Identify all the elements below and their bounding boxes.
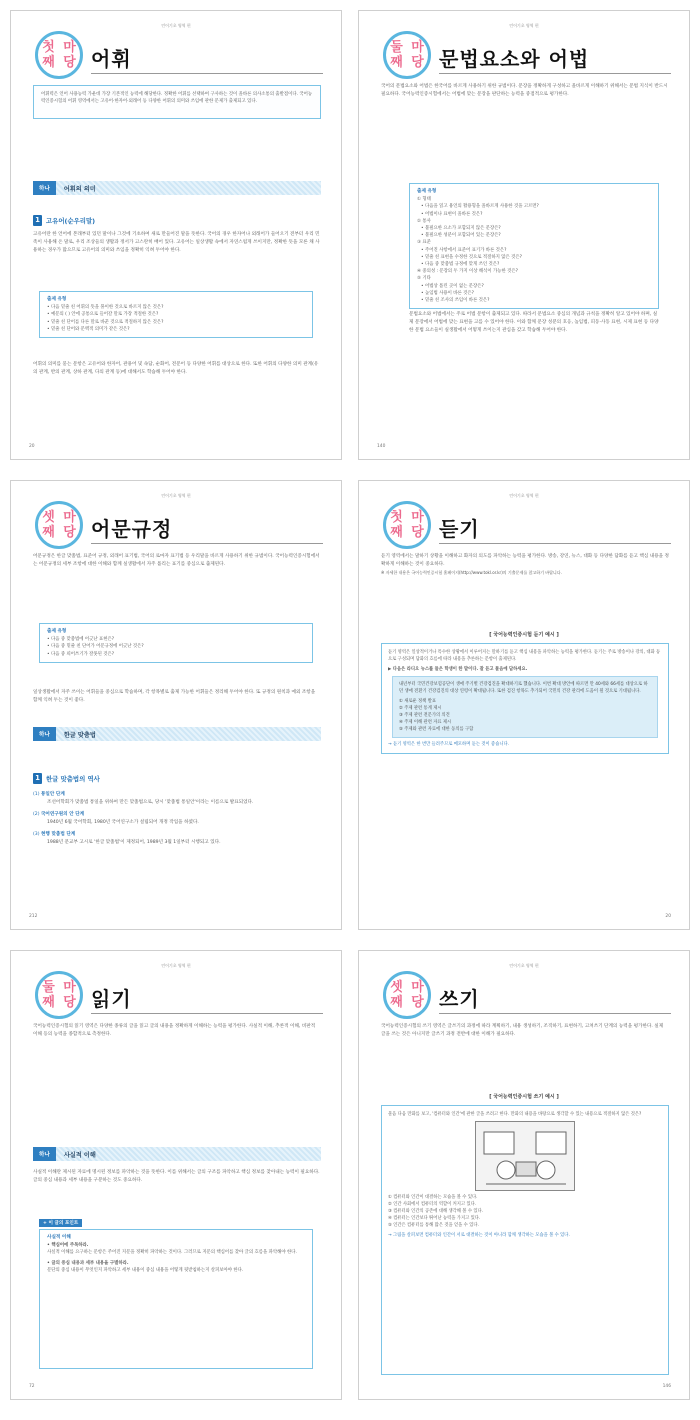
exam-label: [ 국어능력인증시험 쓰기 예시 ] [489, 1094, 559, 1100]
badge-text-top: 첫째 [390, 510, 403, 540]
intro-box: 어휘력은 언어 사용능력 가운데 가장 기본적인 능력에 해당한다. 정확한 어휘를 선택하여 구사하는 것이 올바른 의사소통의 출발점이다. 국어능력인증시험의 어휘 영역에서는 고유어·한자어·외래어 등 다양한 어휘의 의미와 쓰임에 관한 문제가 출제되고 있다. [33, 85, 321, 119]
page-grammar [358, 10, 690, 460]
page-number: 20 [29, 444, 35, 449]
intro-text: 듣기 영역에서는 말하기 상황을 이해하고 화자의 의도를 파악하는 능력을 평가한다. 방송, 강연, 뉴스, 대화 등 다양한 담화를 듣고 핵심 내용을 정확하게 이해하는 것이 중요하다. [381, 554, 669, 567]
page-orthography [10, 480, 342, 930]
intro-paragraph: 국어의 문법요소와 어법은 한국어를 바르게 사용하기 위한 규범이다. 문장을 정확하게 구성하고 올바르게 이해하기 위해서는 문법 지식이 반드시 필요하다. 국어능력인증시험에서는 어법에 맞는 문장을 판단하는 능력을 중점적으로 평가한다. [381, 84, 668, 97]
section-badge [383, 971, 431, 1019]
group-label: ③ 표준 [417, 240, 431, 246]
section-badge [383, 31, 431, 79]
choice: ④ 주제 이해 관련 자료 제시 [399, 720, 452, 725]
body-paragraph: 일상생활에서 자주 쓰이는 어휘들을 중심으로 학습하며, 각 항목별로 출제 가능한 어휘들은 정리해 두어야 한다. 또 규정의 원칙과 예외 조항을 함께 익혀 두는 것이 좋다. [33, 690, 316, 703]
page-vocabulary [10, 10, 342, 460]
intro-paragraph: 국어능력인증시험의 읽기 영역은 다양한 종류의 글을 읽고 글의 내용을 정확하게 이해하는 능력을 평가한다. 사실적 이해, 추론적 이해, 비판적 이해 등의 능력을 종합적으로 측정한다. [33, 1024, 316, 1037]
badge-text-top: 첫째 [42, 40, 55, 70]
group-label: ① 형태 [417, 197, 431, 203]
running-header: 언어기초 영역 편 [161, 963, 191, 968]
point-desc: 문단의 중심 내용이 무엇인지 파악하고 세부 내용이 중심 내용을 어떻게 뒷받침하는지 살펴보아야 한다. [47, 1267, 244, 1273]
history-item: (2) 국어연구원의 안 단계 [33, 812, 85, 817]
list-item: • 밑줄 친 표현을 수정한 것으로 적절하지 않은 것은? [421, 254, 522, 260]
subsection-number: 1 [33, 215, 42, 226]
body-paragraph: 사실적 이해란 제시된 자료에 명시된 정보를 파악하는 것을 뜻한다. 이를 위해서는 글의 구조를 파악하고 핵심 정보를 찾아내는 능력이 필요하다. 글의 중심 내용과 세부 내용을 구분하는 것도 중요하다. [33, 1170, 320, 1183]
exam-label: [ 국어능력인증시험 듣기 예시 ] [489, 632, 559, 638]
badge-text-bottom: 마당 [63, 980, 76, 1010]
subsection-number: 1 [33, 773, 42, 784]
title-divider [91, 543, 323, 544]
intro-paragraph [381, 553, 669, 577]
point-tag: + 이 글의 포인트 [39, 1219, 82, 1227]
badge-text-bottom: 마당 [63, 40, 76, 70]
group-label: ④ 중의성 : 문장의 두 가지 이상 해석이 가능한 것은? [417, 269, 518, 275]
choice: ③ 컴퓨터와 인간의 공존에 대해 생각해 볼 수 있다. [388, 1209, 484, 1214]
history-desc: 조선어학회가 맞춤법 통일을 위하여 만든 맞춤법으로, 당시 '맞춤법 통일안'이라는 이름으로 발표되었다. [47, 800, 254, 805]
choice: ① 컴퓨터와 인간이 대결하는 모습을 볼 수 있다. [388, 1195, 478, 1200]
list-item: • 다음 중 맞춤법에 어긋난 표현은? [47, 637, 115, 643]
page-title: 쓰기 [439, 987, 480, 1011]
page-number: 212 [29, 914, 38, 919]
section-number: 하나 [33, 1147, 56, 1161]
box-title: 사실적 이해 [47, 1235, 71, 1240]
running-header: 언어기초 영역 편 [509, 23, 539, 28]
history-item: (3) 현행 맞춤법 단계 [33, 832, 76, 837]
passage-box [392, 676, 658, 738]
section-number: 하나 [33, 727, 56, 741]
list-item: • 어법상 틀린 곳이 없는 문장은? [421, 283, 484, 289]
subsection-heading [33, 773, 100, 784]
list-item: • 어법이나 표현이 올바른 것은? [421, 211, 483, 217]
section-header [33, 181, 321, 195]
choice: ① 새로운 정책 발표 [399, 699, 437, 704]
page-number: 20 [665, 914, 671, 919]
page-listening [358, 480, 690, 930]
choice: ④ 컴퓨터는 인간보다 뛰어난 능력을 가지고 있다. [388, 1216, 481, 1221]
exam-box [381, 643, 669, 754]
intro-paragraph: 어문규정은 한글 맞춤법, 표준어 규정, 외래어 표기법, 국어의 로마자 표기법 등 우리말을 바르게 사용하기 위한 규범이다. 국어능력인증시험에서는 어문규정의 세부 조항에 대한 이해와 함께 실생활에서 자주 틀리는 표기를 중심으로 출제된다. [33, 554, 320, 567]
point-item: • 핵심어에 주목하라. [47, 1243, 89, 1249]
passage-text: 내년부터 국민건강보험공단이 생애 주기별 건강검진을 확대하기로 했습니다. 이번 확대 방안에 따르면 만 40세와 66세를 대상으로 하던 생애 전환기 건강검진의 대상 연령이 확대됩니다. 또한 검진 항목도 추가되어 국민의 건강 관리에 도움이 될 것으로 기대됩니다. [399, 682, 648, 694]
list-item: • 밑줄 친 조사의 쓰임이 바른 것은? [421, 298, 490, 304]
group-label: ⑤ 기타 [417, 276, 431, 282]
title-divider [91, 73, 323, 74]
list-item: • 예문의 ( ) 안에 공통으로 들어갈 말로 가장 적절한 것은? [47, 312, 159, 318]
section-header [33, 727, 321, 741]
history-desc: 1940년 6월 국어학회, 1980년 국어연구소가 설립되어 개정 작업을 하였다. [47, 820, 199, 825]
history-desc: 1988년 문교부 고시로 '한글 맞춤법'이 제정되어, 1989년 3월 1일부터 시행되고 있다. [47, 840, 221, 845]
exam-note: → 그림을 살펴보면 컴퓨터와 인간이 서로 대결하는 것이 아니라 함께 생각하는 모습을 볼 수 있다. [388, 1233, 570, 1238]
title-divider [91, 1013, 323, 1014]
section-badge [35, 501, 83, 549]
exam-intro: 듣기 영역은 일상적이거나 특수한 상황에서 이루어지는 말하기를 듣고 핵심 내용을 파악하는 능력을 평가한다. 듣기는 주로 방송이나 강의, 대화 등으로 구성되며 담화의 흐름에 따라 내용을 추론하는 문항이 출제된다. [388, 650, 661, 662]
body-paragraph: 어휘의 의미를 묻는 문항은 고유어와 한자어, 관용어 및 속담, 순화어, 전문어 등 다양한 어휘를 대상으로 한다. 또한 어휘의 다양한 의미 관계(유의 관계, 반의 관계, 상하 관계, 다의 관계 등)에 대해서도 학습해 두어야 한다. [33, 362, 319, 375]
subsection-heading [33, 215, 95, 226]
box-title: 출제 유형 [417, 189, 437, 194]
body-paragraph: 문법요소와 어법에서는 주로 어법 문항이 출제되고 있다. 따라서 문법요소 중심의 개념과 규칙을 정확히 알고 있어야 하며, 실제 문장에서 어법에 맞는 표현을 고를 수 있어야 한다. 이와 함께 문장 성분의 호응, 높임법, 피동·사동 표현, 시제 표현 등 다양한 문법 요소들이 실생활에서 어떻게 쓰이는지 관심을 갖고 학습해 두어야 한다. [409, 312, 659, 333]
title-divider [439, 543, 671, 544]
question-type-box [409, 183, 659, 309]
point-box [39, 1229, 313, 1369]
exam-box [381, 1105, 669, 1375]
badge-text-top: 셋째 [42, 510, 55, 540]
badge-text-top: 둘째 [42, 980, 55, 1010]
body-paragraph: 고유어란 한 언어에 본래부터 있던 말이나 그것에 기초하여 새로 만들어진 말을 뜻한다. 국어의 경우 한자어나 외래어가 들어오기 전부터 우리 민족이 사용해 온 말로, 우리 조상들의 생활과 정서가 고스란히 배어 있다. 고유어는 일상생활 속에서 자연스럽게 쓰이지만, 정확한 뜻을 모른 채 사용하는 경우가 많으므로 고유어의 의미와 쓰임을 정확히 익혀 두어야 한다. [33, 232, 320, 253]
intro-note: ※ 자세한 내용은 국어능력인증시험 홈페이지(http://www.tokl.or.kr)의 기출문제를 참고하기 바랍니다. [381, 570, 562, 575]
subsection-title: 고유어(순우리말) [46, 217, 96, 225]
list-item: • 불필요한 성분이 포함되어 있는 문장은? [421, 233, 501, 239]
list-item: • 주어진 사항에서 표준어 표기가 바른 것은? [421, 247, 507, 253]
badge-text-bottom: 마당 [411, 40, 424, 70]
page-title: 듣기 [439, 517, 480, 541]
running-header: 언어기초 영역 편 [509, 963, 539, 968]
box-title: 출제 유형 [47, 297, 67, 302]
badge-text-bottom: 마당 [63, 510, 76, 540]
intro-paragraph: 국어능력인증시험의 쓰기 영역은 글쓰기의 과정에 따라 계획하기, 내용 생성하기, 조직하기, 표현하기, 고쳐쓰기 단계의 능력을 평가한다. 실제 글을 쓰는 것은 아니지만 글쓰기 과정 전반에 대한 이해가 필요하다. [381, 1024, 664, 1037]
running-header: 언어기초 영역 편 [161, 23, 191, 28]
list-item: • 높임법 사용이 바른 것은? [421, 290, 474, 296]
list-item: • 다음 중 밑줄 친 단어가 어문규정에 어긋난 것은? [47, 644, 144, 650]
history-item: (1) 통일안 단계 [33, 792, 65, 797]
badge-text-bottom: 마당 [411, 510, 424, 540]
cartoon-illustration [475, 1121, 575, 1191]
choice: ⑤ 주제와 관련 자료에 대한 동의를 구함 [399, 727, 474, 732]
section-title: 사실적 이해 [56, 1147, 321, 1161]
title-divider [439, 73, 671, 74]
section-title: 어휘의 의미 [56, 181, 321, 195]
page-reading [10, 950, 342, 1400]
box-title: 출제 유형 [47, 629, 67, 634]
history-list [33, 791, 321, 847]
badge-text-bottom: 마당 [411, 980, 424, 1010]
question-type-box [39, 623, 313, 663]
section-header [33, 1147, 321, 1161]
title-divider [439, 1013, 671, 1014]
section-title: 한글 맞춤법 [56, 727, 321, 741]
page-number: 72 [29, 1384, 35, 1389]
question-type-box [39, 291, 313, 338]
list-item: • 다음 밑줄 친 어휘의 뜻을 풀이한 것으로 바르지 않은 것은? [47, 305, 164, 311]
page-number: 146 [662, 1384, 671, 1389]
badge-text-top: 셋째 [390, 980, 403, 1010]
list-item: • 다음을 읽고 용언의 활용형을 올바르게 사용한 것을 고르면? [421, 204, 539, 210]
list-item: • 불필요한 요소가 포함되지 않은 문장은? [421, 226, 501, 232]
exam-note: → 듣기 영역은 한 번만 들려주므로 메모하며 듣는 것이 좋습니다. [388, 742, 510, 747]
exam-question: 물음 다음 만화를 보고, '컴퓨터와 인간'에 관한 글을 쓰려고 한다. 만화의 내용을 바탕으로 생각할 수 있는 내용으로 적절하지 않은 것은? [388, 1112, 642, 1117]
section-number: 하나 [33, 181, 56, 195]
running-header: 언어기초 영역 편 [509, 493, 539, 498]
page-title: 어문규정 [91, 517, 173, 541]
page-title: 어휘 [91, 47, 132, 71]
list-item: • 밑줄 친 단어와 문맥적 의미가 같은 것은? [47, 326, 130, 332]
page-title: 읽기 [91, 987, 132, 1011]
page-number: 140 [377, 444, 386, 449]
choice: ⑤ 인간은 컴퓨터를 통해 많은 것을 얻을 수 있다. [388, 1223, 479, 1228]
choice: ② 인간 사회에서 컴퓨터의 역할이 커지고 있다. [388, 1202, 477, 1207]
exam-question: ▶ 다음은 라디오 뉴스를 들은 학생이 한 말이다. 잘 듣고 물음에 답하세요. [388, 667, 528, 672]
group-label: ② 통사 [417, 218, 431, 224]
subsection-title: 한글 맞춤법의 역사 [46, 775, 100, 783]
page-writing [358, 950, 690, 1400]
point-item: • 글의 중심 내용과 세부 내용을 구별하라. [47, 1260, 129, 1266]
badge-text-top: 둘째 [390, 40, 403, 70]
choice: ③ 주제 관련 전문가의 의견 [399, 713, 450, 718]
list-item: • 다음 중 맞춤법 규정에 맞게 쓰인 것은? [421, 262, 500, 268]
page-title: 문법요소와 어법 [439, 47, 590, 71]
section-badge [383, 501, 431, 549]
section-badge [35, 971, 83, 1019]
running-header: 언어기초 영역 편 [161, 493, 191, 498]
point-desc: 사실적 이해를 요구하는 문항은 주어진 지문을 정확히 파악하는 것이다. 그러므로 지문의 핵심어를 찾아 글의 흐름을 파악해야 한다. [47, 1250, 297, 1256]
choice: ② 주제 관련 통계 제시 [399, 706, 442, 711]
section-badge [35, 31, 83, 79]
list-item: • 다음 중 띄어쓰기가 잘못된 것은? [47, 651, 115, 657]
list-item: • 밑줄 친 단어를 다른 말로 바꾼 것으로 적절하지 않은 것은? [47, 319, 164, 325]
